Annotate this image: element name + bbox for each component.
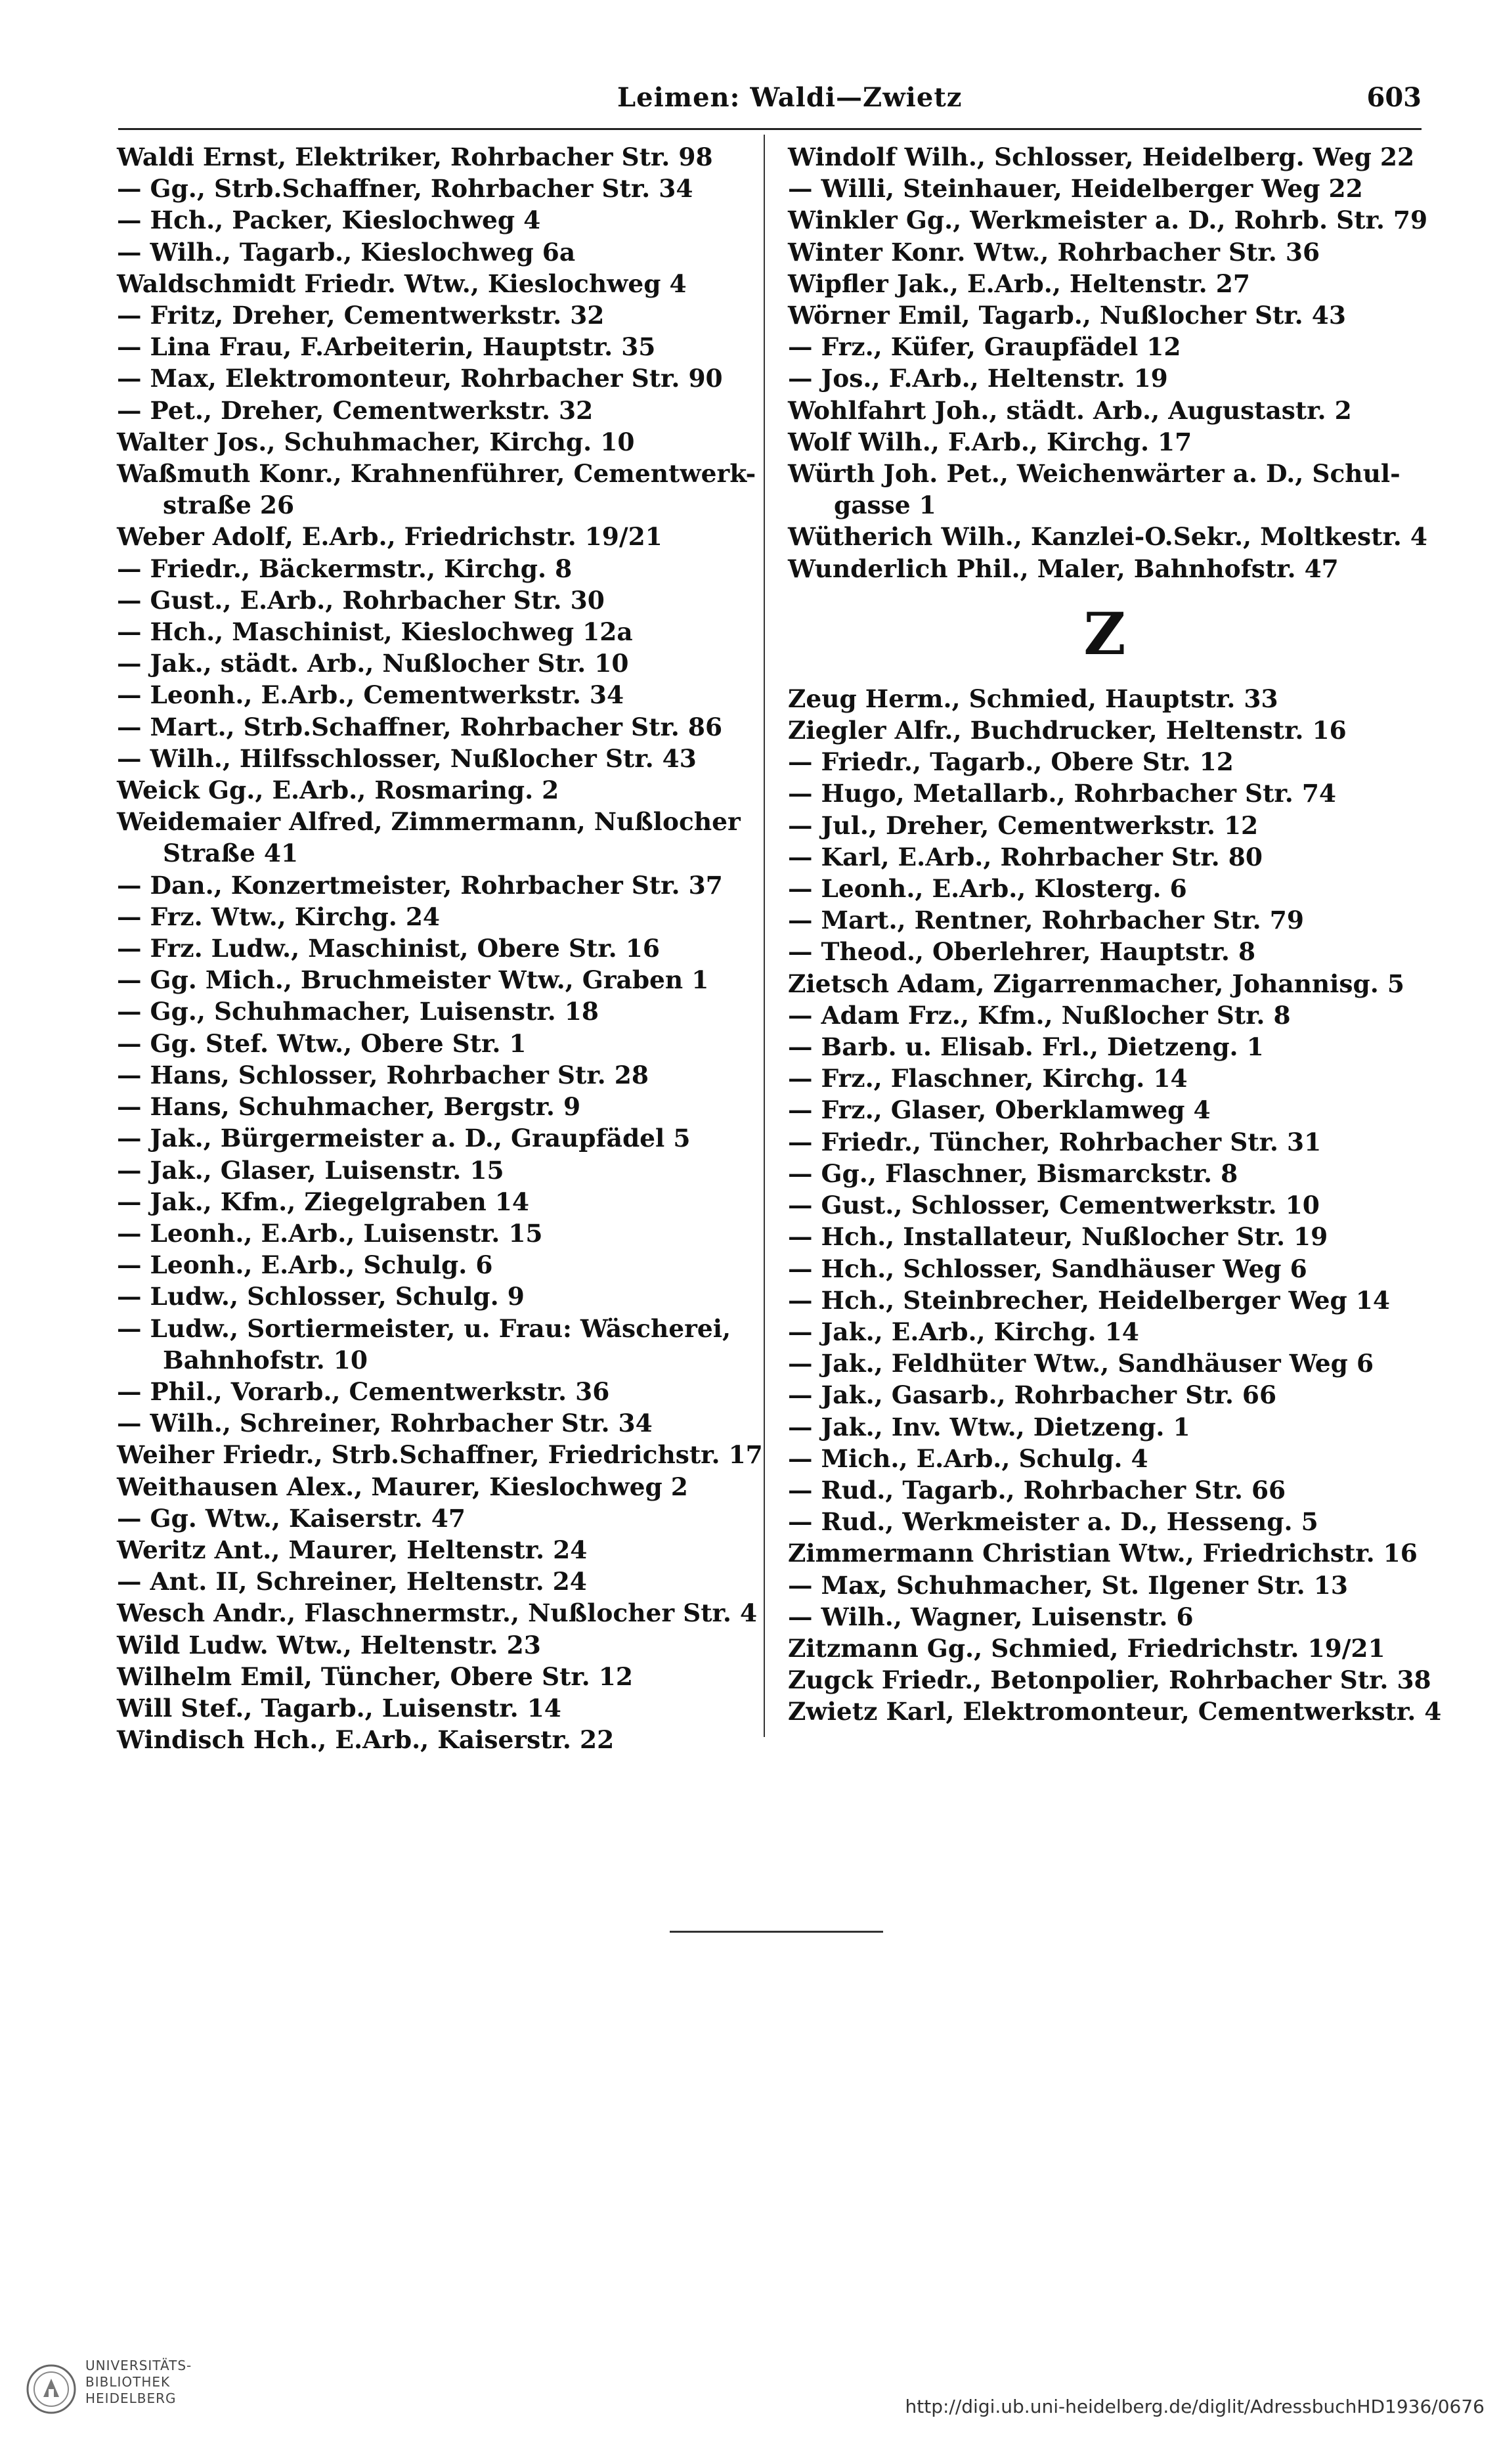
entry-continuation: Straße 41	[163, 839, 299, 868]
directory-entry: — Barb. u. Elisab. Frl., Dietzeng. 1	[788, 1032, 1264, 1062]
entry-continuation: straße 26	[163, 491, 295, 520]
directory-entry: — Rud., Werkmeister a. D., Hesseng. 5	[788, 1507, 1318, 1537]
directory-entry: Waßmuth Konr., Krahnenführer, Cementwerk-	[117, 459, 756, 489]
directory-entry: — Jak., Bürgermeister a. D., Graupfädel 5	[117, 1124, 691, 1153]
directory-entry: Zwietz Karl, Elektromonteur, Cementwerkstr. 4	[788, 1697, 1442, 1727]
directory-entry: — Gg. Wtw., Kaiserstr. 47	[117, 1503, 466, 1533]
directory-entry: Windisch Hch., E.Arb., Kaiserstr. 22	[117, 1725, 615, 1755]
directory-entry: — Frz., Küfer, Graupfädel 12	[788, 332, 1181, 362]
running-title: Leimen: Waldi—Zwietz	[617, 82, 963, 113]
directory-entry: Wörner Emil, Tagarb., Nußlocher Str. 43	[788, 301, 1346, 330]
directory-entry: — Karl, E.Arb., Rohrbacher Str. 80	[788, 842, 1263, 871]
directory-entry: — Gg., Schuhmacher, Luisenstr. 18	[117, 997, 599, 1026]
directory-entry: — Wilh., Schreiner, Rohrbacher Str. 34	[117, 1409, 653, 1438]
directory-entry: — Jak., Kfm., Ziegelgraben 14	[117, 1187, 529, 1216]
section-letter: Z	[1083, 599, 1126, 668]
directory-entry: — Gust., E.Arb., Rohrbacher Str. 30	[117, 585, 605, 615]
entry-continuation: gasse 1	[834, 491, 936, 520]
directory-entry: — Friedr., Tüncher, Rohrbacher Str. 31	[788, 1127, 1322, 1156]
directory-entry: — Adam Frz., Kfm., Nußlocher Str. 8	[788, 1000, 1291, 1030]
logo-line: HEIDELBERG	[85, 2390, 177, 2406]
directory-entry: — Hch., Steinbrecher, Heidelberger Weg 14	[788, 1285, 1390, 1315]
directory-entry: — Fritz, Dreher, Cementwerkstr. 32	[117, 301, 605, 330]
directory-entry: — Leonh., E.Arb., Luisenstr. 15	[117, 1218, 543, 1248]
directory-entry: Wilhelm Emil, Tüncher, Obere Str. 12	[117, 1661, 633, 1691]
entry-continuation: Bahnhofstr. 10	[163, 1345, 368, 1375]
directory-entry: — Ant. II, Schreiner, Heltenstr. 24	[117, 1567, 587, 1596]
logo-line: BIBLIOTHEK	[85, 2374, 171, 2390]
directory-entry: Wesch Andr., Flaschnermstr., Nußlocher Str. 4	[117, 1598, 758, 1628]
directory-entry: — Jak., Inv. Wtw., Dietzeng. 1	[788, 1412, 1190, 1441]
directory-entry: Waldschmidt Friedr. Wtw., Kieslochweg 4	[117, 269, 687, 298]
directory-entry: Wipfler Jak., E.Arb., Heltenstr. 27	[788, 269, 1250, 298]
directory-entry: Wolf Wilh., F.Arb., Kirchg. 17	[788, 427, 1192, 456]
directory-entry: — Leonh., E.Arb., Klosterg. 6	[788, 874, 1187, 904]
directory-entry: — Rud., Tagarb., Rohrbacher Str. 66	[788, 1475, 1286, 1505]
directory-entry: Windolf Wilh., Schlosser, Heidelberg. Weg 22	[788, 143, 1415, 171]
directory-entry: — Leonh., E.Arb., Cementwerkstr. 34	[117, 680, 624, 710]
column-divider	[764, 135, 765, 1737]
directory-entry: Wütherich Wilh., Kanzlei-O.Sekr., Moltkestr. 4	[788, 522, 1428, 552]
logo-text	[85, 2358, 192, 2407]
directory-entry: — Wilh., Tagarb., Kieslochweg 6a	[117, 237, 576, 267]
directory-entry: — Jak., Gasarb., Rohrbacher Str. 66	[788, 1380, 1277, 1410]
directory-entry: Wunderlich Phil., Maler, Bahnhofstr. 47	[788, 554, 1339, 583]
directory-entry: Weithausen Alex., Maurer, Kieslochweg 2	[117, 1472, 688, 1501]
directory-entry: — Hans, Schlosser, Rohrbacher Str. 28	[117, 1060, 649, 1089]
directory-entry: — Willi, Steinhauer, Heidelberger Weg 22	[788, 174, 1363, 204]
directory-entry: — Wilh., Wagner, Luisenstr. 6	[788, 1602, 1194, 1631]
directory-entry: — Max, Elektromonteur, Rohrbacher Str. 90	[117, 364, 723, 393]
directory-entry: — Dan., Konzertmeister, Rohrbacher Str. 37	[117, 870, 723, 900]
page-header	[118, 82, 1422, 121]
directory-entry: — Frz., Flaschner, Kirchg. 14	[788, 1064, 1188, 1093]
directory-entry: — Ludw., Schlosser, Schulg. 9	[117, 1282, 525, 1311]
directory-entry: — Hugo, Metallarb., Rohrbacher Str. 74	[788, 779, 1337, 808]
directory-entry: — Gg. Stef. Wtw., Obere Str. 1	[117, 1028, 527, 1058]
page-number: 603	[1366, 82, 1422, 113]
directory-entry: — Jak., städt. Arb., Nußlocher Str. 10	[117, 649, 629, 678]
directory-entry: — Theod., Oberlehrer, Hauptstr. 8	[788, 937, 1256, 967]
library-logo	[25, 2358, 222, 2443]
directory-entry: — Gg. Mich., Bruchmeister Wtw., Graben 1	[117, 965, 709, 995]
directory-entry: Weiher Friedr., Strb.Schaffner, Friedrichstr. 17	[117, 1440, 763, 1470]
directory-entry: — Phil., Vorarb., Cementwerkstr. 36	[117, 1376, 610, 1406]
directory-entry: — Friedr., Bäckermstr., Kirchg. 8	[117, 554, 573, 583]
directory-entry: — Hch., Installateur, Nußlocher Str. 19	[788, 1222, 1328, 1252]
directory-entry: — Jul., Dreher, Cementwerkstr. 12	[788, 810, 1259, 840]
directory-entry: — Hch., Maschinist, Kieslochweg 12a	[117, 617, 633, 647]
directory-entry: — Frz. Ludw., Maschinist, Obere Str. 16	[117, 934, 660, 963]
right-column-z-entries	[788, 683, 1442, 1728]
directory-entry: — Pet., Dreher, Cementwerkstr. 32	[117, 395, 594, 425]
directory-entry: — Friedr., Tagarb., Obere Str. 12	[788, 747, 1234, 777]
directory-entry: Zitzmann Gg., Schmied, Friedrichstr. 19/21	[788, 1633, 1385, 1663]
directory-entry: Würth Joh. Pet., Weichenwärter a. D., Schul-	[788, 459, 1401, 489]
directory-entry: Zugck Friedr., Betonpolier, Rohrbacher Str. 38	[788, 1665, 1431, 1695]
right-column-w-entries	[788, 141, 1428, 584]
directory-entry: Weick Gg., E.Arb., Rosmaring. 2	[117, 776, 559, 805]
end-rule	[670, 1931, 883, 1933]
directory-entry: — Mich., E.Arb., Schulg. 4	[788, 1443, 1148, 1473]
directory-entry: Ziegler Alfr., Buchdrucker, Heltenstr. 16	[788, 716, 1347, 745]
directory-entry: — Lina Frau, F.Arbeiterin, Hauptstr. 35	[117, 332, 656, 362]
directory-entry: Waldi Ernst, Elektriker, Rohrbacher Str. 98	[117, 143, 713, 171]
directory-entry: — Frz. Wtw., Kirchg. 24	[117, 902, 441, 931]
directory-entry: — Wilh., Hilfsschlosser, Nußlocher Str. 43	[117, 743, 697, 773]
directory-entry: — Max, Schuhmacher, St. Ilgener Str. 13	[788, 1570, 1348, 1600]
left-column	[117, 141, 763, 1755]
directory-entry: Weidemaier Alfred, Zimmermann, Nußlocher	[117, 807, 741, 837]
header-rule	[118, 128, 1422, 130]
directory-entry: — Frz., Glaser, Oberklamweg 4	[788, 1095, 1211, 1125]
directory-entry: — Gg., Flaschner, Bismarckstr. 8	[788, 1158, 1238, 1188]
directory-entry: — Jak., E.Arb., Kirchg. 14	[788, 1317, 1139, 1346]
directory-entry: — Mart., Rentner, Rohrbacher Str. 79	[788, 906, 1304, 935]
directory-entry: Zietsch Adam, Zigarrenmacher, Johannisg. 5	[788, 969, 1404, 998]
directory-entry: Zimmermann Christian Wtw., Friedrichstr. 16	[788, 1539, 1418, 1568]
directory-entry: — Jak., Glaser, Luisenstr. 15	[117, 1155, 504, 1185]
directory-entry: Walter Jos., Schuhmacher, Kirchg. 10	[117, 427, 635, 456]
directory-entry: Wohlfahrt Joh., städt. Arb., Augustastr. 2	[788, 395, 1352, 425]
directory-entry: — Ludw., Sortiermeister, u. Frau: Wäscherei,	[117, 1313, 731, 1343]
source-url-link[interactable]: http://digi.ub.uni-heidelberg.de/diglit/AdressbuchHD1936/0676	[905, 2396, 1485, 2417]
directory-entry: — Hch., Packer, Kieslochweg 4	[117, 206, 541, 235]
right-column	[788, 141, 1442, 1728]
directory-entry: — Hch., Schlosser, Sandhäuser Weg 6	[788, 1254, 1307, 1283]
directory-entry: Winter Konr. Wtw., Rohrbacher Str. 36	[788, 237, 1320, 267]
logo-line: UNIVERSITÄTS-	[85, 2358, 192, 2373]
directory-entry: Weritz Ant., Maurer, Heltenstr. 24	[117, 1535, 588, 1564]
directory-entry: — Mart., Strb.Schaffner, Rohrbacher Str. 86	[117, 712, 723, 741]
directory-entry: — Leonh., E.Arb., Schulg. 6	[117, 1250, 493, 1280]
directory-entry: — Jak., Feldhüter Wtw., Sandhäuser Weg 6	[788, 1349, 1374, 1378]
directory-entry: — Gg., Strb.Schaffner, Rohrbacher Str. 34	[117, 174, 693, 204]
directory-entry: — Jos., F.Arb., Heltenstr. 19	[788, 364, 1168, 393]
directory-entry: Wild Ludw. Wtw., Heltenstr. 23	[117, 1630, 541, 1660]
directory-entry: Weber Adolf, E.Arb., Friedrichstr. 19/21	[117, 522, 663, 552]
directory-entry: — Hans, Schuhmacher, Bergstr. 9	[117, 1092, 581, 1122]
library-seal-icon	[25, 2363, 77, 2415]
directory-entry: Will Stef., Tagarb., Luisenstr. 14	[117, 1693, 561, 1723]
directory-entry: — Gust., Schlosser, Cementwerkstr. 10	[788, 1191, 1320, 1220]
directory-entry: Zeug Herm., Schmied, Hauptstr. 33	[788, 684, 1278, 713]
directory-entry: Winkler Gg., Werkmeister a. D., Rohrb. Str. 79	[788, 206, 1428, 235]
